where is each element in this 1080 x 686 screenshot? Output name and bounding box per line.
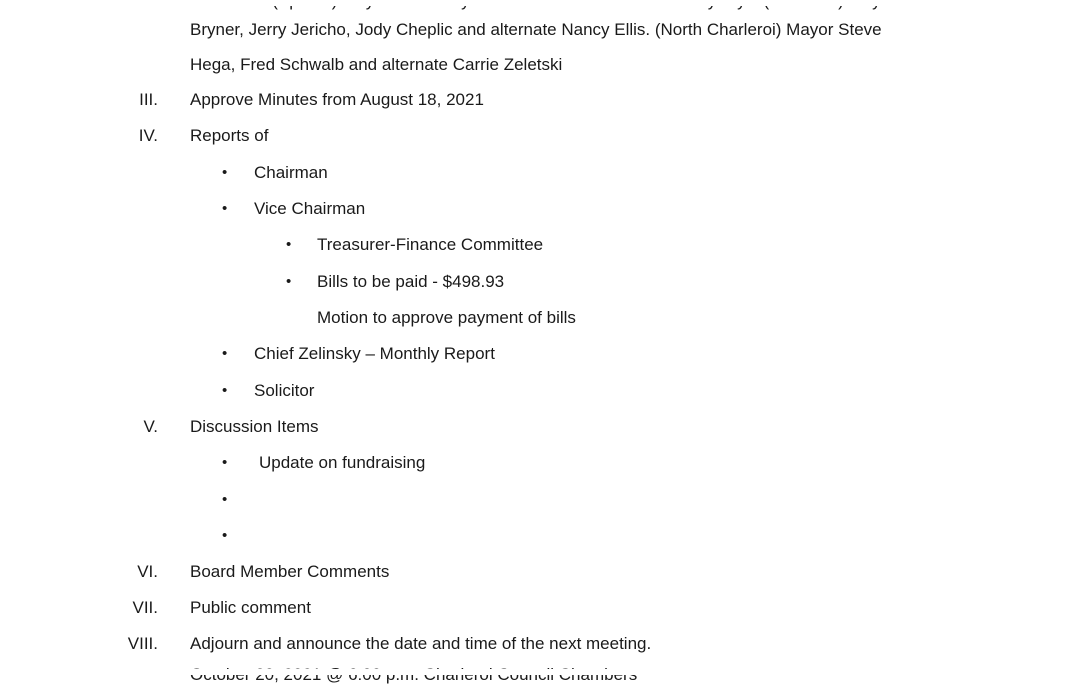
report-treasurer: Treasurer-Finance Committee: [317, 235, 544, 254]
report-chairman: Chairman: [254, 163, 328, 182]
item-adjourn: Adjourn and announce the date and time of the next meeting.: [190, 634, 652, 653]
item-approve-minutes: Approve Minutes from August 18, 2021: [190, 90, 484, 109]
item-number-iii: III.: [139, 90, 158, 109]
report-solicitor: Solicitor: [254, 381, 315, 400]
report-motion: Motion to approve payment of bills: [317, 308, 576, 327]
bullet-icon: •: [222, 382, 228, 399]
report-vice-chairman: Vice Chairman: [254, 199, 366, 218]
bullet-icon: •: [286, 236, 292, 253]
bullet-icon: •: [222, 491, 228, 508]
roll-call-line-2: Bryner, Jerry Jericho, Jody Cheplic and alternate Nancy Ellis. (North Charleroi) Mayor Steve: [190, 20, 882, 39]
report-bills: Bills to be paid - $498.93: [317, 272, 505, 291]
item-reports-of: Reports of: [190, 126, 269, 145]
discussion-fundraising: Update on fundraising: [259, 453, 426, 472]
item-number-vii: VII.: [132, 598, 158, 617]
item-public-comment: Public comment: [190, 598, 311, 617]
report-chief: Chief Zelinsky – Monthly Report: [254, 344, 495, 363]
bullet-icon: •: [222, 454, 228, 471]
next-meeting-date: [190, 664, 637, 686]
bullet-icon: •: [286, 273, 292, 290]
bullet-icon: •: [222, 164, 228, 181]
roll-call-line-3: Hega, Fred Schwalb and alternate Carrie Zeletski: [190, 55, 563, 74]
item-number-vi: VI.: [137, 562, 158, 581]
item-number-v: V.: [143, 417, 158, 436]
bullet-icon: •: [222, 345, 228, 362]
item-number-viii: VIII.: [127, 634, 158, 653]
item-discussion: Discussion Items: [190, 417, 319, 436]
item-number-iv: IV.: [138, 126, 158, 145]
page-crop-bottom: [0, 669, 1080, 675]
bullet-icon: •: [222, 200, 228, 217]
bullet-icon: •: [222, 527, 228, 544]
page-crop-top: [0, 0, 1080, 6]
item-board-comments: Board Member Comments: [190, 562, 390, 581]
